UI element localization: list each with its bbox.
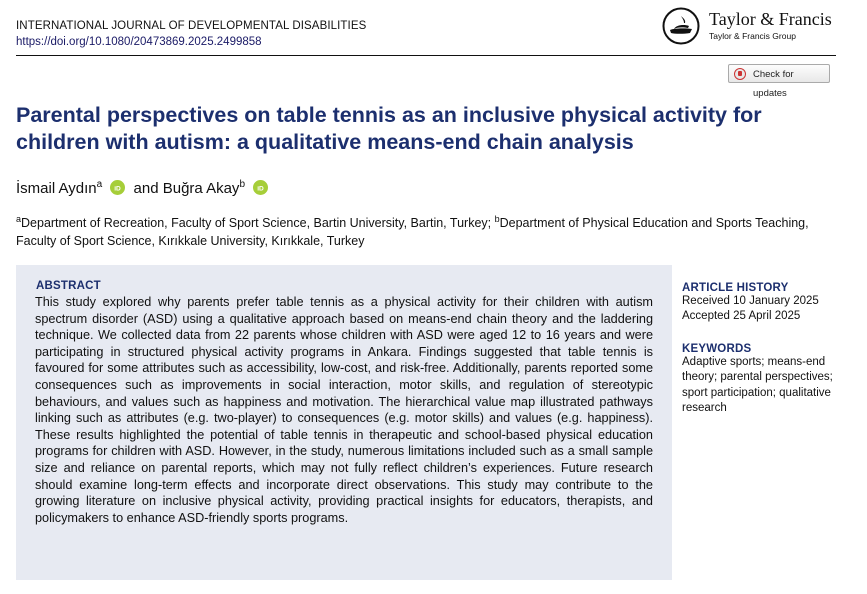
orcid-icon[interactable] xyxy=(110,180,125,195)
received-date: Received 10 January 2025 xyxy=(682,295,819,307)
author-affil-mark: a xyxy=(96,179,103,190)
author-affil-mark: b xyxy=(239,179,245,190)
journal-header xyxy=(16,18,366,50)
header-divider xyxy=(16,55,836,56)
author-list xyxy=(16,179,272,197)
article-history-heading: ARTICLE HISTORY xyxy=(682,282,789,294)
abstract-heading: ABSTRACT xyxy=(36,280,101,292)
publisher-group: Taylor & Francis Group xyxy=(709,31,796,41)
keywords-list: Adaptive sports; means-end theory; parental perspectives; sport participation; qualitative research xyxy=(682,356,833,415)
keywords-section xyxy=(682,343,842,417)
article-history xyxy=(682,282,842,325)
accepted-date: Accepted 25 April 2025 xyxy=(682,310,801,323)
check-for-updates-label: Check for updates xyxy=(753,69,794,99)
affiliations xyxy=(16,210,846,250)
check-for-updates-button[interactable] xyxy=(728,64,830,99)
author-conjunction: and xyxy=(133,180,159,197)
affiliation-a: Department of Recreation, Faculty of Sport Science, Bartin University, Bartin, Turkey; xyxy=(21,216,492,231)
doi-link[interactable]: https://doi.org/10.1080/20473869.2025.2499858 xyxy=(16,36,262,48)
svg-text:iD: iD xyxy=(114,185,122,193)
publisher-name: Taylor & Francis xyxy=(709,9,832,29)
affil-mark: a xyxy=(16,214,22,224)
affil-mark: b xyxy=(494,214,500,224)
journal-name: INTERNATIONAL JOURNAL OF DEVELOPMENTAL DISABILITIES xyxy=(16,20,367,32)
publisher-lamp-icon xyxy=(662,7,700,45)
author-name[interactable]: Buğra Akay xyxy=(162,180,240,197)
keywords-heading: KEYWORDS xyxy=(682,343,752,355)
abstract-text: This study explored why parents prefer table tennis as a physical activity for their children with autism spectrum disorder (ASD) using a qualitative approach based on means-end chain theory and the laddering technique. We collected data from 22 parents whose children with ASD were aged 12 to 16 years and were participating in structured physical activity programs in Ankara. Findings suggested that table tennis is favoured for some attributes such as accessibility, low-cost, and risk-free. Additionally, parents reported some consequences such as improvements in social interaction, motor skills, and regulation of stereotypic behaviours, and values such as happiness and motivation. The hierarchical value map illustrated pathways linking such as attributes (e.g. two-player) to consequences (e.g. motor skills) and values (e.g. happiness). These results highlighted the potential of table tennis in therapeutic and school-based physical education programs for children with ASD. However, in the study, numerous limitations included such as a small sample size and reliance on parental reports, which may not fully reflect children’s experiences. Future research should examine long-term effects and incorporate direct observations. This study may contribute to the growing literature on inclusive physical activity, providing practical insights for educators, therapists, and policymakers to enhance ASD-friendly sports programs. xyxy=(35,295,653,525)
check-updates-icon xyxy=(734,68,746,80)
affiliation-b: Department of Physical Education and Sports Teaching, Faculty of Sport Science, Kırıkkale University, Kırıkkale, Turkey xyxy=(16,216,809,249)
orcid-icon[interactable] xyxy=(253,180,268,195)
publisher-logo[interactable] xyxy=(662,7,852,47)
article-title: Parental perspectives on table tennis as an inclusive physical activity for children with autism: a qualitative means-end chain analysis xyxy=(16,103,762,154)
svg-text:iD: iD xyxy=(257,185,264,193)
author-name[interactable]: İsmail Aydın xyxy=(16,180,97,197)
